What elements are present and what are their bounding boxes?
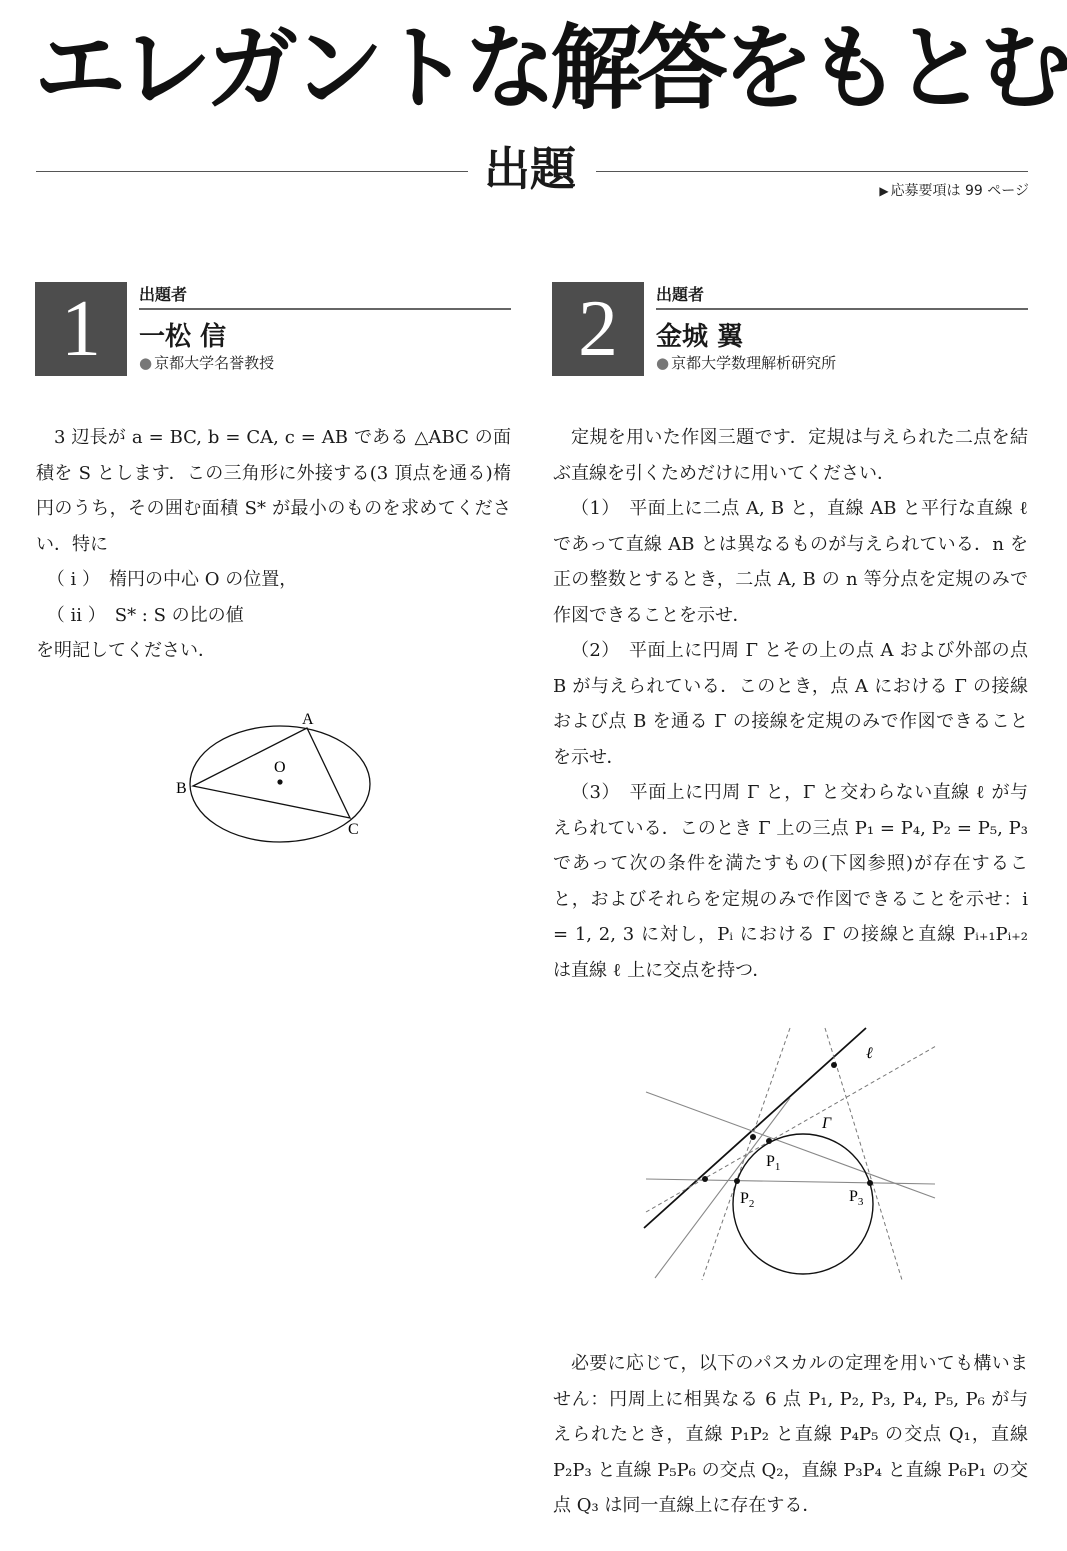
proposer-label: 出題者 xyxy=(139,285,188,304)
triangle-abc xyxy=(193,728,350,818)
intersection-point xyxy=(831,1062,837,1068)
application-note-text: 応募要項は 99 ページ xyxy=(890,183,1029,199)
triangle-right-icon: ▶ xyxy=(879,184,889,198)
problem-2-part-3: （3） 平面上に円周 Γ と，Γ と交わらない直線 ℓ が与えられている．このとき Γ 上の三点 P₁ = P₄, P₂ = P₅, P₃ であって次の条件を満たすもの(下図参照)が存在すること，およびそれらを定規のみで作図できることを示せ：i = 1, 2, 3 に対し，Pᵢ における Γ の接線と直線 Pᵢ₊₁Pᵢ₊₂ は直線 ℓ 上に交点を持つ． xyxy=(553,782,1028,981)
point-p2 xyxy=(734,1178,740,1184)
point-p1 xyxy=(766,1138,772,1144)
label-c: C xyxy=(348,821,359,838)
label-p1: $P_1$ xyxy=(766,1153,781,1173)
secant-line xyxy=(646,1179,935,1184)
label-o: O xyxy=(274,759,286,776)
proposer-affiliation xyxy=(656,352,836,373)
problem-1-statement xyxy=(36,420,511,669)
pascal-construction-figure xyxy=(640,1020,940,1290)
problem-2-part-1: （1） 平面上に二点 A, B と，直線 AB と平行な直線 ℓ であって直線 AB とは異なるものが与えられている．n を正の整数とするとき，二点 A, B の n 等分点を定規のみで作図できることを示せ． xyxy=(553,498,1028,626)
intersection-point xyxy=(750,1134,756,1140)
affiliation-text: 京都大学数理解析研究所 xyxy=(671,354,837,372)
problem-1-paragraph: 3 辺長が a = BC, b = CA, c = AB である △ABC の面積を S とします．この三角形に外接する(3 頂点を通る)楕円のうち，その囲む面積 S* が最小のものを求めてください．特に xyxy=(36,427,511,555)
label-b: B xyxy=(176,780,187,797)
problem-1-closing: を明記してください． xyxy=(36,640,216,661)
problem-2-statement xyxy=(553,420,1028,988)
label-p3: $P_3$ xyxy=(849,1188,864,1208)
pascal-theorem-text: 必要に応じて，以下のパスカルの定理を用いても構いません：円周上に相異なる 6 点 P₁, P₂, P₃, P₄, P₅, P₆ が与えられたとき，直線 P₁P₂ と直線 P₄P₅ の交点 Q₁，直線 P₂P₃ と直線 P₅P₆ の交点 Q₂，直線 P₃P₄ と直線 P₆P₁ の交点 Q₃ は同一直線上に存在する． xyxy=(553,1353,1028,1516)
proposer-name: 金城 翼 xyxy=(656,322,744,352)
bullet-icon: ● xyxy=(656,354,670,372)
label-p2: $P_2$ xyxy=(740,1190,755,1210)
problem-number-badge: 2 xyxy=(552,282,644,376)
problem-2-header xyxy=(552,282,1028,376)
pascal-theorem-note xyxy=(553,1346,1028,1524)
secant-line xyxy=(655,1098,790,1278)
heading-rule-right xyxy=(596,171,1028,172)
application-note xyxy=(879,180,1029,200)
tangent-line xyxy=(702,1028,790,1280)
proposer-affiliation xyxy=(139,352,274,373)
center-point xyxy=(277,779,282,784)
tangent-line xyxy=(646,1046,936,1212)
ellipse-triangle-figure xyxy=(160,700,390,850)
problem-1-item-ii: （ ii ） S* : S の比の値 xyxy=(46,604,244,626)
label-gamma: Γ xyxy=(822,1115,832,1132)
problem-1-header xyxy=(35,282,511,376)
bullet-icon: ● xyxy=(139,354,153,372)
secant-line xyxy=(646,1092,935,1198)
page-title: エレガントな解答をもとむ xyxy=(34,14,1067,122)
problem-1-item-i: （ i ） 楕円の中心 O の位置， xyxy=(46,569,298,590)
proposer-name: 一松 信 xyxy=(139,322,227,352)
problem-2-part-2: （2） 平面上に円周 Γ とその上の点 A および外部の点 B が与えられている．このとき，点 A における Γ の接線および点 B を通る Γ の接線を定規のみで作図できることを示せ． xyxy=(553,640,1028,768)
label-a: A xyxy=(302,711,314,728)
problem-2-intro: 定規を用いた作図三題です．定規は与えられた二点を結ぶ直線を引くためだけに用いてください． xyxy=(553,427,1028,484)
label-ell: ℓ xyxy=(866,1045,873,1062)
proposer-rule xyxy=(139,308,511,310)
section-heading: 出題 xyxy=(484,142,576,196)
point-p3 xyxy=(867,1180,873,1186)
proposer-rule xyxy=(656,308,1028,310)
proposer-label: 出題者 xyxy=(656,285,705,304)
affiliation-text: 京都大学名誉教授 xyxy=(154,354,275,372)
heading-rule-left xyxy=(36,171,468,172)
problem-number-badge: 1 xyxy=(35,282,127,376)
intersection-point xyxy=(702,1176,708,1182)
